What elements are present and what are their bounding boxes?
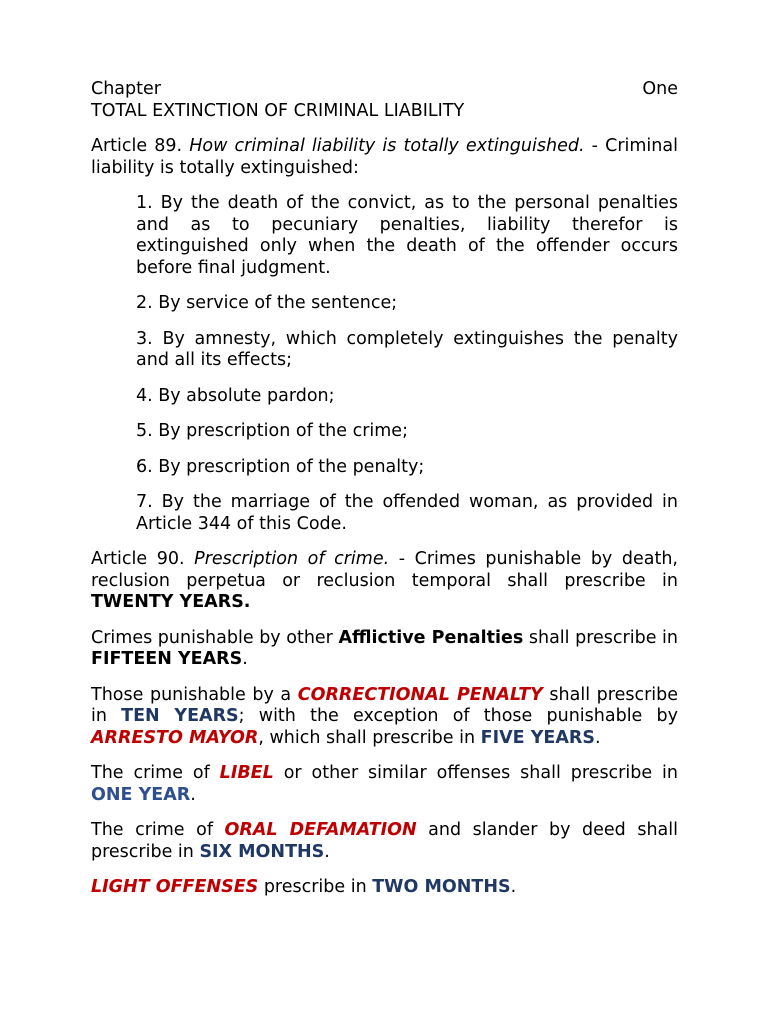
- chapter-title: TOTAL EXTINCTION OF CRIMINAL LIABILITY: [91, 100, 465, 121]
- document-content: [91, 79, 678, 899]
- article-89-title: How criminal liability is totally extinguished.: [189, 136, 585, 156]
- article-90-title: Prescription of crime.: [194, 549, 390, 569]
- article-89-item: 1. By the death of the convict, as to the personal penalties and as to pecuniary penalties, liability therefor is extinguished only when the death of the offender occurs before final judgment.: [136, 193, 678, 278]
- period-twenty-years: TWENTY YEARS.: [91, 592, 251, 612]
- article-89-item: 5. By prescription of the crime;: [136, 421, 408, 441]
- correctional-penalty-term: CORRECTIONAL PENALTY: [297, 684, 543, 705]
- article-89-item: 4. By absolute pardon;: [136, 385, 335, 406]
- article-89-item: 3. By amnesty, which completely extinguishes the penalty and all its effects;: [136, 328, 678, 370]
- chapter-number: One: [642, 79, 678, 99]
- chapter-label: Chapter: [91, 79, 161, 99]
- article-89-intro: Criminal liability is totally extinguished:: [91, 136, 678, 178]
- period-two-months: TWO MONTHS: [372, 877, 511, 897]
- article-89-item: 6. By prescription of the penalty;: [136, 456, 425, 477]
- afflictive-paragraph: Crimes punishable by other Afflictive Penalties shall prescribe in FIFTEEN YEARS.: [91, 627, 679, 669]
- libel-paragraph: The crime of LIBEL or other similar offenses shall prescribe in ONE YEAR.: [91, 763, 678, 805]
- article-90-number: Article 90.: [91, 549, 185, 569]
- article-89-item: 7. By the marriage of the offended woman, as provided in Article 344 of this Code.: [136, 492, 678, 534]
- period-fifteen-years: FIFTEEN YEARS: [91, 649, 243, 669]
- period-one-year: ONE YEAR: [91, 784, 191, 805]
- article-89-heading: Article 89. How criminal liability is totally extinguished. - Criminal liability is totally extinguished:: [91, 136, 678, 178]
- arresto-mayor-term: ARRESTO MAYOR: [91, 727, 259, 748]
- period-six-months: SIX MONTHS: [199, 841, 325, 862]
- article-89-item: 2. By service of the sentence;: [136, 293, 398, 313]
- period-ten-years: TEN YEARS: [121, 706, 239, 726]
- article-89-number: Article 89.: [91, 136, 183, 156]
- oral-defamation-term: ORAL DEFAMATION: [224, 820, 417, 840]
- afflictive-penalties-term: Afflictive Penalties: [338, 627, 524, 648]
- light-offenses-term: LIGHT OFFENSES: [91, 877, 259, 897]
- libel-term: LIBEL: [219, 763, 274, 783]
- period-five-years: FIVE YEARS: [480, 727, 595, 748]
- article-90-paragraph: Article 90. Prescription of crime. - Crimes punishable by death, reclusion perpetua or reclusion temporal shall prescribe in TWENTY YEARS.: [91, 549, 678, 612]
- chapter-heading: [91, 79, 678, 101]
- oral-defamation-paragraph: The crime of ORAL DEFAMATION and slander by deed shall prescribe in SIX MONTHS.: [91, 820, 678, 862]
- correctional-paragraph: Those punishable by a CORRECTIONAL PENALTY shall prescribe in TEN YEARS; with the exception of those punishable by ARRESTO MAYOR, which shall prescribe in FIVE YEARS.: [91, 684, 679, 748]
- light-offenses-paragraph: LIGHT OFFENSES prescribe in TWO MONTHS.: [91, 877, 517, 897]
